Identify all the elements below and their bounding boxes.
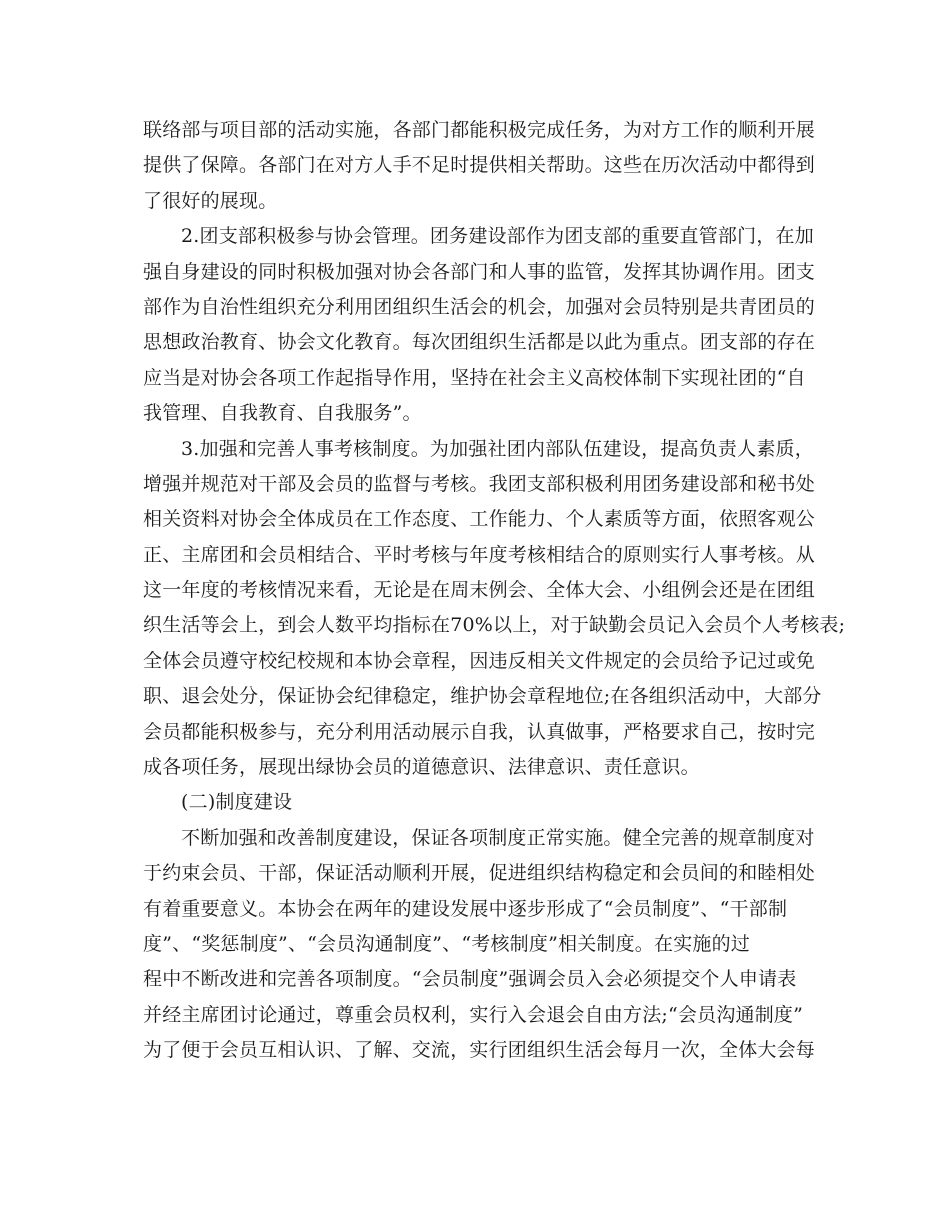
text-line: 有着重要意义。本协会在两年的建设发展中逐步形成了“会员制度”、“干部制 xyxy=(143,897,788,920)
text-line: 思想政治教育、协会文化教育。每次团组织生活都是以此为重点。团支部的存在 xyxy=(143,331,816,354)
text-line: 我管理、自我教育、自我服务”。 xyxy=(143,402,422,425)
text-line: 强自身建设的同时积极加强对协会各部门和人事的监管，发挥其协调作用。团支 xyxy=(143,260,816,283)
text-line: 部作为自治性组织充分利用团组织生活会的机会，加强对会员特别是共青团员的 xyxy=(143,295,816,318)
text-line: 不断加强和改善制度建设，保证各项制度正常实施。健全完善的规章制度对 xyxy=(181,826,815,849)
text-line: 度”、“奖惩制度”、“会员沟通制度”、“考核制度”相关制度。在实施的过 xyxy=(143,932,750,955)
text-line: 3.加强和完善人事考核制度。为加强社团内部队伍建设，提高负责人素质， xyxy=(181,437,814,460)
text-line: 职、退会处分，保证协会纪律稳定，维护协会章程地位;在各组织活动中，大部分 xyxy=(143,685,822,708)
text-line: 这一年度的考核情况来看，无论是在周末例会、全体大会、小组例会还是在团组 xyxy=(143,579,816,602)
text-line: 增强并规范对干部及会员的监督与考核。我团支部积极利用团务建设部和秘书处 xyxy=(143,472,816,495)
text-line: 了很好的展现。 xyxy=(143,189,278,212)
text-line: 于约束会员、干部，保证活动顺利开展，促进组织结构稳定和会员间的和睦相处 xyxy=(143,862,816,885)
text-line: 相关资料对协会全体成员在工作态度、工作能力、个人素质等方面，依照客观公 xyxy=(143,508,816,531)
text-line: 并经主席团讨论通过，尊重会员权利，实行入会退会自由方法;“会员沟通制度” xyxy=(143,1003,804,1026)
text-line: 2.团支部积极参与协会管理。团务建设部作为团支部的重要直管部门，在加 xyxy=(181,225,814,248)
text-line: 程中不断改进和完善各项制度。“会员制度”强调会员入会必须提交个人申请表 xyxy=(143,968,797,991)
text-line: 提供了保障。各部门在对方人手不足时提供相关帮助。这些在历次活动中都得到 xyxy=(143,154,816,177)
body-text xyxy=(143,113,846,1069)
text-line: 正、主席团和会员相结合、平时考核与年度考核相结合的原则实行人事考核。从 xyxy=(143,543,816,566)
text-line: 会员都能积极参与，充分利用活动展示自我，认真做事，严格要求自己，按时完 xyxy=(143,720,816,743)
text-line: 联络部与项目部的活动实施，各部门都能积极完成任务，为对方工作的顺利开展 xyxy=(143,119,816,141)
text-line: 织生活等会上，到会人数平均指标在70%以上，对于缺勤会员记入会员个人考核表; xyxy=(143,614,846,637)
text-line: 为了便于会员互相认识、了解、交流，实行团组织生活会每月一次，全体大会每 xyxy=(143,1039,816,1062)
text-line: 全体会员遵守校纪校规和本协会章程，因违反相关文件规定的会员给予记过或免 xyxy=(143,649,816,672)
text-line: 应当是对协会各项工作起指导作用，坚持在社会主义高校体制下实现社团的“自 xyxy=(143,366,806,389)
text-line: 成各项任务，展现出绿协会员的道德意识、法律意识、责任意识。 xyxy=(143,756,700,779)
text-line: (二)制度建设 xyxy=(181,791,293,814)
